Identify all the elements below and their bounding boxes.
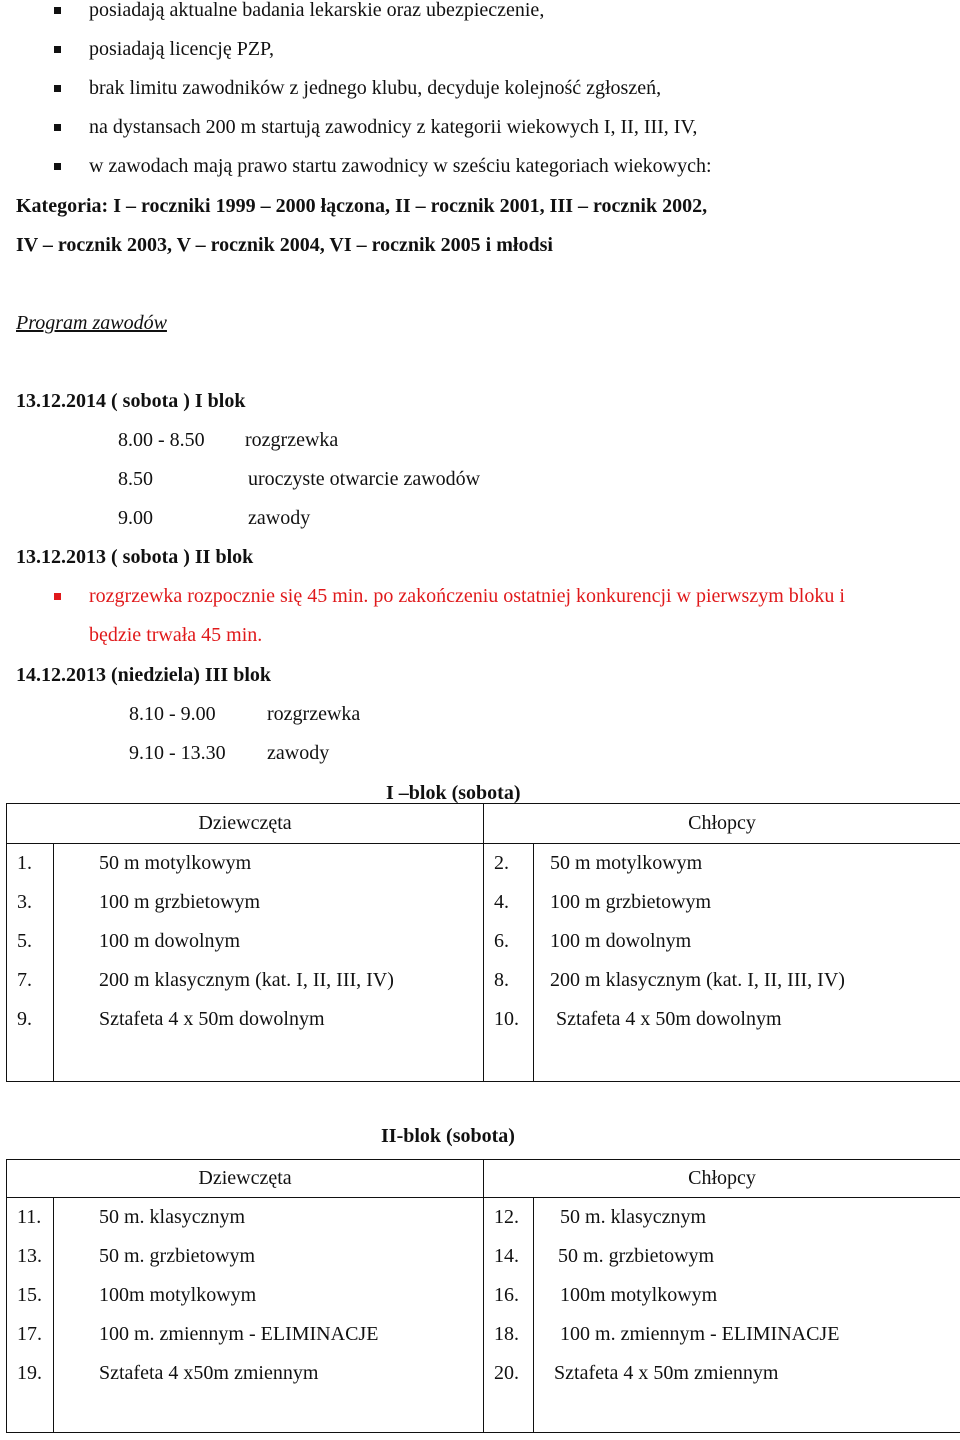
block3-label: rozgrzewka — [267, 703, 361, 725]
event-name: 50 m. grzbietowym — [534, 1237, 960, 1276]
table-row-spacer — [7, 1393, 960, 1433]
table-row — [7, 1198, 960, 1237]
event-number: 7. — [7, 961, 54, 1000]
program-heading: Program zawodów — [16, 312, 167, 334]
block1-time: 8.50 — [118, 468, 153, 490]
event-number: 1. — [7, 844, 54, 883]
block1-label: rozgrzewka — [245, 429, 339, 451]
table1 — [6, 803, 960, 1082]
table2 — [6, 1159, 960, 1433]
event-name: 100 m. zmiennym - ELIMINACJE — [54, 1315, 484, 1354]
condition-item: brak limitu zawodników z jednego klubu, decyduje kolejność zgłoszeń, — [89, 77, 662, 99]
girls-header: Dziewczęta — [7, 804, 484, 844]
table-row — [7, 844, 960, 883]
table-row — [7, 922, 960, 961]
event-number: 16. — [484, 1276, 534, 1315]
event-number: 15. — [7, 1276, 54, 1315]
square-bullet-icon — [54, 163, 61, 170]
event-name: 100 m dowolnym — [54, 922, 484, 961]
condition-item: na dystansach 200 m startują zawodnicy z kategorii wiekowych I, II, III, IV, — [89, 116, 698, 138]
block1-time: 9.00 — [118, 507, 153, 529]
block2-note-line-1: rozgrzewka rozpocznie się 45 min. po zakończeniu ostatniej konkurencji w pierwszym bloku i — [89, 585, 845, 607]
event-name: 50 m. grzbietowym — [54, 1237, 484, 1276]
event-name: 50 m motylkowym — [54, 844, 484, 883]
event-number: 6. — [484, 922, 534, 961]
event-number: 13. — [7, 1237, 54, 1276]
event-name: Sztafeta 4 x 50m zmiennym — [534, 1354, 960, 1393]
condition-item: w zawodach mają prawo startu zawodnicy w sześciu kategoriach wiekowych: — [89, 155, 712, 177]
event-number: 5. — [7, 922, 54, 961]
block3-time: 8.10 - 9.00 — [129, 703, 216, 725]
event-name: 100 m dowolnym — [534, 922, 960, 961]
event-number: 8. — [484, 961, 534, 1000]
block2-date: 13.12.2013 ( sobota ) II blok — [16, 546, 254, 568]
condition-item: posiadają licencję PZP, — [89, 38, 274, 60]
event-number: 11. — [7, 1198, 54, 1237]
table-row — [7, 1237, 960, 1276]
block3-time: 9.10 - 13.30 — [129, 742, 226, 764]
event-name: 100 m grzbietowym — [534, 883, 960, 922]
event-name: Sztafeta 4 x 50m dowolnym — [54, 1000, 484, 1039]
square-bullet-icon — [54, 124, 61, 131]
event-number: 17. — [7, 1315, 54, 1354]
event-number: 10. — [484, 1000, 534, 1039]
table-row — [7, 1354, 960, 1393]
event-number: 20. — [484, 1354, 534, 1393]
square-bullet-icon — [54, 7, 61, 14]
categories-line-1: Kategoria: I – roczniki 1999 – 2000 łączona, II – rocznik 2001, III – rocznik 2002, — [16, 195, 708, 217]
event-number: 14. — [484, 1237, 534, 1276]
table-row — [7, 1000, 960, 1039]
table-row — [7, 961, 960, 1000]
table-row — [7, 1276, 960, 1315]
event-name: 100m motylkowym — [534, 1276, 960, 1315]
block3-date: 14.12.2013 (niedziela) III blok — [16, 664, 272, 686]
girls-header: Dziewczęta — [7, 1160, 484, 1198]
event-number: 19. — [7, 1354, 54, 1393]
table2-title: II-blok (sobota) — [381, 1125, 515, 1147]
boys-header: Chłopcy — [484, 1160, 960, 1198]
table1-title: I –blok (sobota) — [386, 782, 521, 804]
event-name: 50 m. klasycznym — [54, 1198, 484, 1237]
event-number: 12. — [484, 1198, 534, 1237]
event-name: Sztafeta 4 x 50m dowolnym — [534, 1000, 960, 1039]
event-name: 100 m grzbietowym — [54, 883, 484, 922]
event-name: 200 m klasycznym (kat. I, II, III, IV) — [54, 961, 484, 1000]
block1-label: zawody — [248, 507, 311, 529]
categories-line-2: IV – rocznik 2003, V – rocznik 2004, VI – rocznik 2005 i młodsi — [16, 234, 553, 256]
block3-label: zawody — [267, 742, 330, 764]
table-row-spacer — [7, 1039, 960, 1082]
table-row — [7, 1315, 960, 1354]
block1-label: uroczyste otwarcie zawodów — [248, 468, 481, 490]
block1-date: 13.12.2014 ( sobota ) I blok — [16, 390, 246, 412]
event-number: 4. — [484, 883, 534, 922]
block1-time: 8.00 - 8.50 — [118, 429, 205, 451]
event-number: 18. — [484, 1315, 534, 1354]
event-name: 200 m klasycznym (kat. I, II, III, IV) — [534, 961, 960, 1000]
event-number: 2. — [484, 844, 534, 883]
event-name: 100m motylkowym — [54, 1276, 484, 1315]
square-bullet-icon — [54, 85, 61, 92]
block2-note-line-2: będzie trwała 45 min. — [89, 624, 263, 646]
boys-header: Chłopcy — [484, 804, 960, 844]
square-bullet-icon — [54, 593, 61, 600]
table-row — [7, 883, 960, 922]
square-bullet-icon — [54, 46, 61, 53]
condition-item: posiadają aktualne badania lekarskie oraz ubezpieczenie, — [89, 0, 545, 21]
event-number: 9. — [7, 1000, 54, 1039]
event-name: 50 m. klasycznym — [534, 1198, 960, 1237]
event-name: 100 m. zmiennym - ELIMINACJE — [534, 1315, 960, 1354]
event-number: 3. — [7, 883, 54, 922]
event-name: 50 m motylkowym — [534, 844, 960, 883]
event-name: Sztafeta 4 x50m zmiennym — [54, 1354, 484, 1393]
